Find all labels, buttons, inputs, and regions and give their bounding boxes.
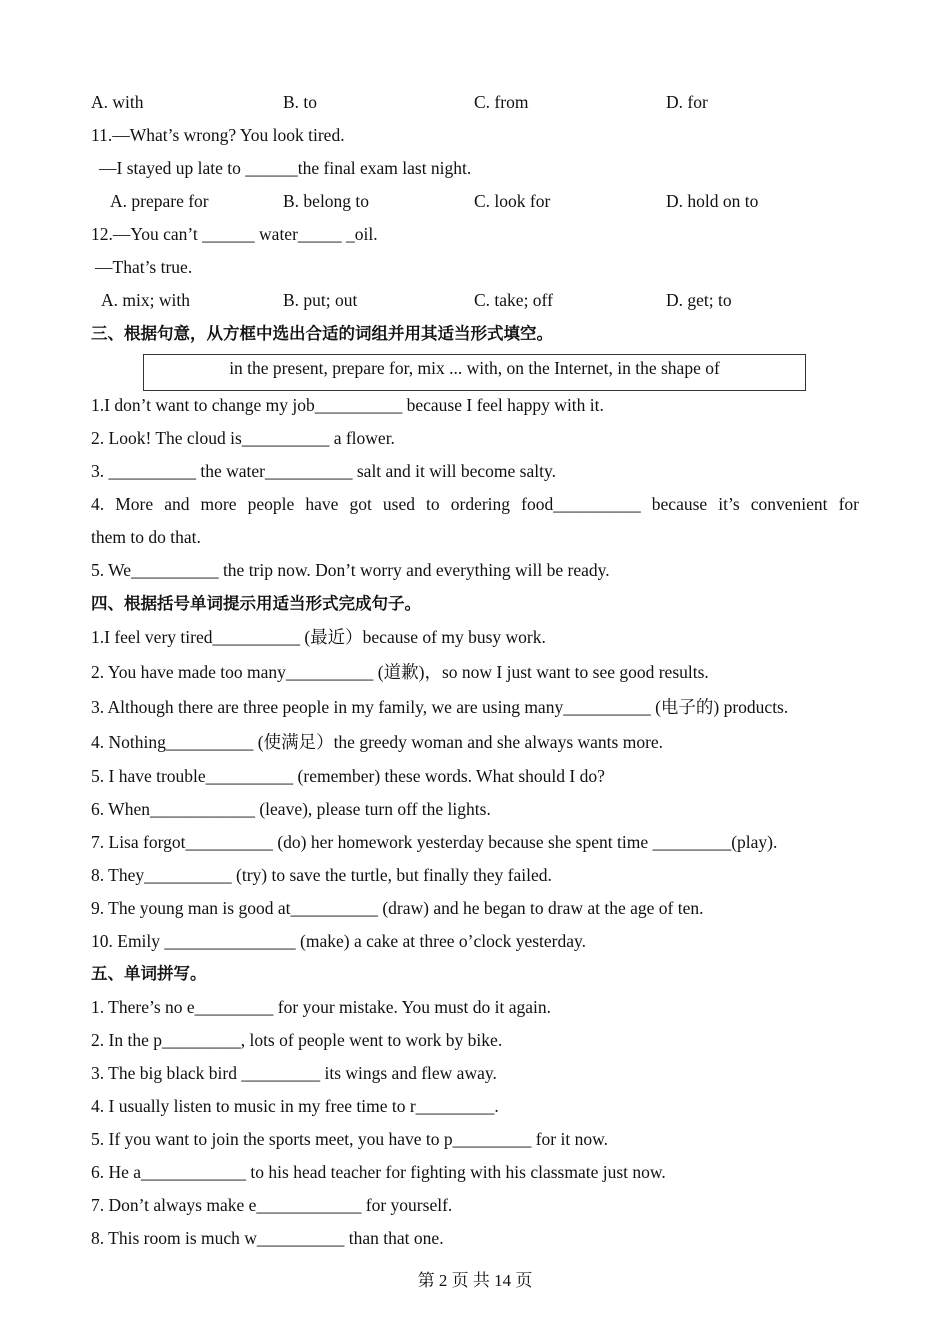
q12-option-c: C. take; off bbox=[474, 290, 553, 310]
s5-item-3: 3. The big black bird _________ its wings and flew away. bbox=[91, 1063, 497, 1083]
s4-item-1: 1.I feel very tired__________ (最近）because of my busy work. bbox=[91, 627, 546, 647]
page-number: 第 2 页 共 14 页 bbox=[417, 1271, 533, 1290]
s3-item-1: 1.I don’t want to change my job__________ because I feel happy with it. bbox=[91, 395, 604, 415]
q11-stem: 11.—What’s wrong? You look tired. bbox=[91, 125, 345, 145]
s4-item-5: 5. I have trouble__________ (remember) these words. What should I do? bbox=[91, 766, 605, 786]
section4-heading: 四、根据括号单词提示用适当形式完成句子。 bbox=[91, 594, 421, 613]
s3-item-4: 4. More and more people have got used to ordering food__________ because it’s convenient for bbox=[91, 494, 859, 514]
s3-item-4-cont: them to do that. bbox=[91, 527, 201, 547]
q10-option-c: C. from bbox=[474, 92, 529, 112]
q10-option-b: B. to bbox=[283, 92, 318, 112]
s4-item-9: 9. The young man is good at__________ (draw) and he began to draw at the age of ten. bbox=[91, 898, 704, 918]
word-box-text: in the present, prepare for, mix ... with, on the Internet, in the shape of bbox=[229, 358, 720, 378]
word-box bbox=[143, 354, 806, 391]
q11-option-b: B. belong to bbox=[283, 191, 370, 211]
s4-item-4: 4. Nothing__________ (使满足）the greedy woman and she always wants more. bbox=[91, 732, 664, 752]
section5-heading: 五、单词拼写。 bbox=[91, 964, 207, 983]
s3-item-3: 3. __________ the water__________ salt and it will become salty. bbox=[91, 461, 556, 481]
q11-line2: —I stayed up late to ______the final exam last night. bbox=[99, 158, 472, 178]
s5-item-8: 8. This room is much w__________ than that one. bbox=[91, 1228, 444, 1248]
s5-item-1: 1. There’s no e_________ for your mistake. You must do it again. bbox=[91, 997, 551, 1017]
q11-option-d: D. hold on to bbox=[666, 191, 759, 211]
s4-item-8: 8. They__________ (try) to save the turtle, but finally they failed. bbox=[91, 865, 552, 885]
section3-heading: 三、根据句意，从方框中选出合适的词组并用其适当形式填空。 bbox=[91, 324, 553, 343]
s4-item-10: 10. Emily _______________ (make) a cake at three o’clock yesterday. bbox=[91, 931, 587, 951]
s5-item-5: 5. If you want to join the sports meet, you have to p_________ for it now. bbox=[91, 1129, 608, 1149]
q11-option-a: A. prepare for bbox=[110, 191, 209, 211]
s4-item-3: 3. Although there are three people in my family, we are using many__________ (电子的) products. bbox=[91, 697, 789, 717]
s3-item-2: 2. Look! The cloud is__________ a flower. bbox=[91, 428, 395, 448]
s5-item-2: 2. In the p_________, lots of people went to work by bike. bbox=[91, 1030, 503, 1050]
q12-line2: —That’s true. bbox=[95, 257, 193, 277]
q12-option-b: B. put; out bbox=[283, 290, 358, 310]
q12-option-a: A. mix; with bbox=[101, 290, 190, 310]
s5-item-4: 4. I usually listen to music in my free time to r_________. bbox=[91, 1096, 499, 1116]
q11-option-c: C. look for bbox=[474, 191, 551, 211]
s5-item-6: 6. He a____________ to his head teacher for fighting with his classmate just now. bbox=[91, 1162, 666, 1182]
q10-option-a: A. with bbox=[91, 92, 144, 112]
s4-item-2: 2. You have made too many__________ (道歉)，so now I just want to see good results. bbox=[91, 662, 709, 682]
q12-stem: 12.—You can’t ______ water_____ _oil. bbox=[91, 224, 378, 244]
s4-item-7: 7. Lisa forgot__________ (do) her homework yesterday because she spent time _________(play). bbox=[91, 832, 778, 852]
s3-item-5: 5. We__________ the trip now. Don’t worry and everything will be ready. bbox=[91, 560, 610, 580]
q12-option-d: D. get; to bbox=[666, 290, 732, 310]
s4-item-6: 6. When____________ (leave), please turn off the lights. bbox=[91, 799, 491, 819]
q10-option-d: D. for bbox=[666, 92, 708, 112]
s5-item-7: 7. Don’t always make e____________ for yourself. bbox=[91, 1195, 453, 1215]
